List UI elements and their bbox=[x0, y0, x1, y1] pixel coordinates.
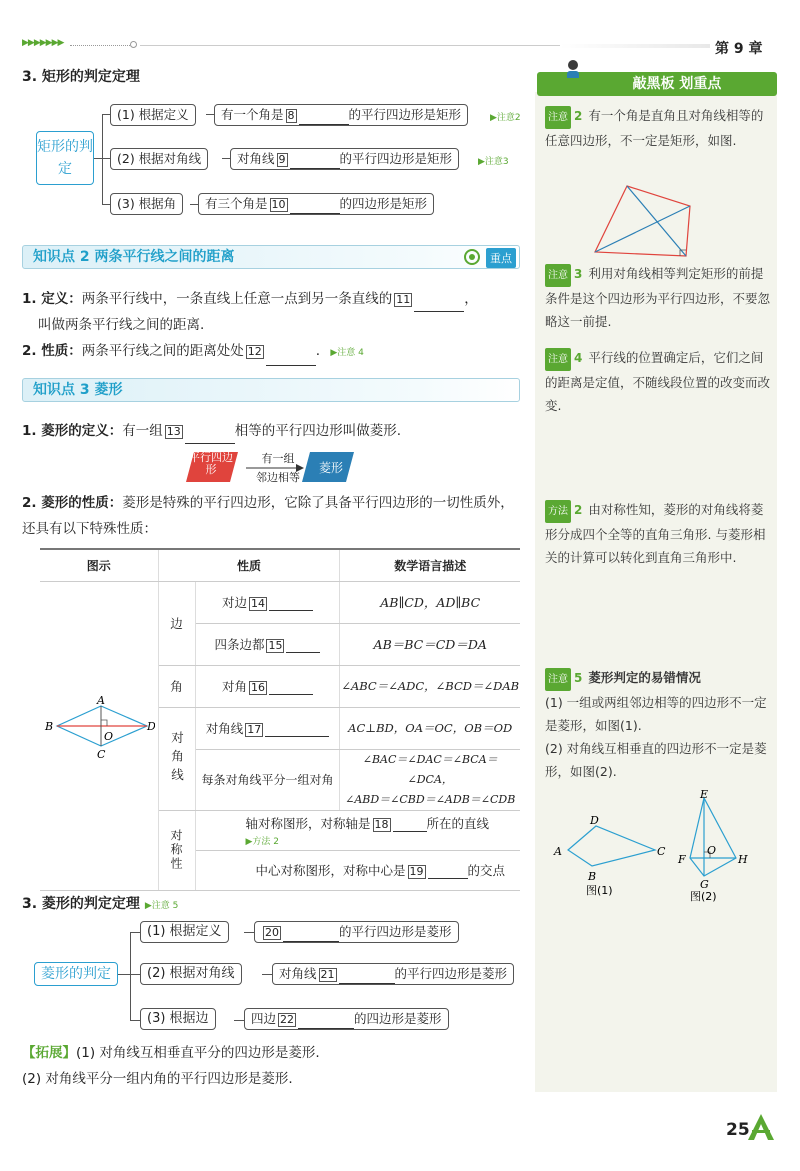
vertex-label: E bbox=[700, 788, 709, 801]
rect-judgement-root bbox=[36, 131, 94, 185]
note-tag: 注意 bbox=[545, 106, 571, 129]
note-number: 3 bbox=[574, 267, 583, 281]
rhombus-rule-2-label: (2) 根据对角线 bbox=[140, 963, 242, 985]
header-arrows: ▶▶▶▶▶▶▶ bbox=[22, 38, 64, 48]
vertex-label: G bbox=[700, 878, 709, 891]
rect-rule-3-content bbox=[198, 193, 434, 215]
flow-condition-bottom: 邻边相等 bbox=[256, 471, 300, 484]
answer-blank bbox=[393, 831, 427, 832]
connector bbox=[234, 1020, 244, 1021]
extension-line: (2) 对角线平分一组内角的平行四边形是菱形. bbox=[22, 1071, 293, 1087]
blank-number: 13 bbox=[166, 425, 181, 438]
rule-pre: 对角线 bbox=[279, 966, 317, 981]
connector bbox=[130, 1020, 140, 1021]
rect-rule-2-content bbox=[230, 148, 459, 170]
vertex-label: D bbox=[146, 720, 155, 733]
answer-blank bbox=[185, 443, 235, 444]
blank-number: 19 bbox=[409, 865, 424, 878]
vertex-label: C bbox=[657, 845, 666, 858]
property-cell: 每条对角线平分一组对角 bbox=[195, 749, 340, 810]
rule-post: 的平行四边形是矩形 bbox=[348, 107, 462, 122]
property-text: 两条平行线之间的距离处处 bbox=[81, 343, 244, 359]
property-cell bbox=[195, 707, 340, 749]
blank-number: 16 bbox=[250, 681, 265, 694]
blank-number: 22 bbox=[280, 1013, 295, 1026]
note-number: 2 bbox=[574, 109, 583, 123]
blank-number: 18 bbox=[374, 817, 389, 831]
extension-line: (1) 对角线互相垂直平分的四边形是菱形. bbox=[76, 1045, 320, 1061]
note-ref: ▶注意 5 bbox=[144, 901, 179, 911]
answer-blank bbox=[339, 983, 395, 984]
property-text: 对角 bbox=[221, 679, 247, 694]
blank-number: 14 bbox=[250, 597, 265, 610]
kp2-title: 知识点 2 两条平行线之间的距离 bbox=[33, 249, 235, 265]
blank-number: 11 bbox=[396, 293, 411, 306]
property-text-2: 所在的直线 bbox=[426, 815, 490, 831]
answer-blank bbox=[414, 311, 464, 312]
table-header: 性质 bbox=[158, 549, 340, 581]
symmetry-cell bbox=[195, 810, 520, 850]
vertex-label: H bbox=[738, 853, 748, 866]
rule-post: 的平行四边形是菱形 bbox=[394, 966, 508, 981]
math-line: ∠BAC＝∠DAC＝∠BCA＝∠DCA， bbox=[362, 752, 498, 786]
answer-blank bbox=[298, 1028, 354, 1029]
answer-blank bbox=[269, 694, 313, 695]
rule-pre: 对角线 bbox=[237, 151, 275, 166]
extension-tag: 【拓展】 bbox=[22, 1045, 76, 1061]
group-label: 对称性 bbox=[158, 810, 195, 890]
header-divider bbox=[70, 45, 130, 46]
figure-1-kite bbox=[550, 810, 675, 900]
blank-number: 9 bbox=[278, 153, 286, 166]
note-tag: 注意 bbox=[545, 348, 571, 371]
note-ref: ▶注意2 bbox=[490, 113, 521, 123]
property-cell bbox=[195, 665, 340, 707]
flow-condition-top: 有一组 bbox=[261, 452, 295, 465]
note-ref: ▶注意 4 bbox=[330, 348, 364, 358]
vertex-label: O bbox=[103, 730, 113, 743]
property-label: 2. 性质： bbox=[22, 343, 82, 359]
rect-rule-1-content bbox=[214, 104, 468, 126]
rhombus-definition bbox=[22, 418, 522, 444]
property-cell bbox=[195, 581, 340, 623]
blank-number: 17 bbox=[247, 723, 262, 736]
rule-post: 的四边形是菱形 bbox=[354, 1011, 442, 1026]
rule-post: 的平行四边形是菱形 bbox=[339, 924, 452, 939]
sidebar-heading-text: 敲黑板 划重点 bbox=[632, 76, 722, 92]
note-line: (1) 一组或两组邻边相等的四边形不一定是菱形，如图(1). bbox=[545, 695, 767, 733]
answer-blank bbox=[283, 941, 339, 942]
table-header: 图示 bbox=[40, 549, 158, 581]
kp3-header bbox=[22, 378, 520, 402]
rule-post: 的四边形是矩形 bbox=[339, 196, 428, 211]
publisher-logo-icon bbox=[746, 1112, 776, 1142]
answer-blank bbox=[269, 610, 313, 611]
math-cell: AC⊥BD，OA＝OC，OB＝OD bbox=[340, 707, 520, 749]
figure-caption: 图(2) bbox=[690, 890, 717, 903]
vertex-label: A bbox=[554, 845, 562, 858]
definition-text: 有一组 bbox=[122, 423, 163, 439]
rhombus-diagram bbox=[43, 694, 155, 774]
math-cell: ∠ABC＝∠ADC，∠BCD＝∠DAB bbox=[340, 665, 520, 707]
note-ref: ▶方法 2 bbox=[245, 836, 280, 847]
sidebar-note-4 bbox=[545, 346, 770, 417]
math-cell: AB∥CD，AD∥BC bbox=[340, 581, 520, 623]
blank-number: 12 bbox=[247, 345, 262, 358]
rule-pre: 有一个角是 bbox=[221, 107, 284, 122]
connector bbox=[94, 158, 102, 159]
blank-number: 21 bbox=[320, 968, 335, 981]
sidebar-method-2 bbox=[545, 498, 770, 569]
vertex-label: D bbox=[590, 814, 599, 827]
sidebar-note-5 bbox=[545, 666, 770, 783]
note-tag: 注意 bbox=[545, 264, 571, 287]
rhombus-judgement-root-label: 菱形的判定 bbox=[41, 966, 111, 982]
rect-judgement-root-label: 矩形的判定 bbox=[37, 139, 93, 177]
connector bbox=[130, 932, 140, 933]
property-text-2: 的交点 bbox=[467, 863, 506, 878]
property-text: 对角线 bbox=[205, 721, 244, 736]
connector bbox=[244, 932, 254, 933]
property-text: 对边 bbox=[221, 595, 247, 610]
note-number: 4 bbox=[574, 351, 583, 365]
property-period: . bbox=[315, 343, 321, 359]
kp2-property bbox=[22, 338, 522, 366]
rhombus-rule-2-content bbox=[272, 963, 514, 985]
kp2-definition bbox=[22, 286, 522, 338]
group-label: 角 bbox=[158, 665, 195, 707]
property-text: 中心对称图形，对称中心是 bbox=[255, 863, 406, 878]
property-label: 2. 菱形的性质： bbox=[22, 495, 123, 511]
connector bbox=[190, 204, 198, 205]
table-row bbox=[40, 581, 520, 623]
kp3-title: 知识点 3 菱形 bbox=[33, 382, 123, 398]
property-text: 轴对称图形，对称轴是 bbox=[245, 815, 371, 831]
note-number: 5 bbox=[574, 671, 583, 685]
header-dot bbox=[130, 41, 137, 48]
answer-blank bbox=[266, 365, 316, 366]
definition-label: 1. 定义： bbox=[22, 291, 82, 307]
property-text: 四条边都 bbox=[214, 637, 265, 652]
note-title: 菱形判定的易错情况 bbox=[588, 670, 701, 685]
extension-block bbox=[22, 1040, 522, 1092]
header-shade bbox=[560, 44, 710, 48]
rhombus-theorem-label: 3. 菱形的判定定理 bbox=[22, 896, 140, 912]
note-text: 平行线的位置确定后，它们之间的距离是定值，不随线段位置的改变而改变. bbox=[545, 350, 771, 413]
sidebar-note-3 bbox=[545, 262, 770, 333]
connector bbox=[118, 974, 130, 975]
rhombus-rule-3-content bbox=[244, 1008, 449, 1030]
rhombus-judgement-root bbox=[34, 962, 118, 986]
vertex-label: C bbox=[96, 748, 106, 761]
rule-pre: 有三个角是 bbox=[205, 196, 268, 211]
vertex-label: F bbox=[678, 853, 686, 866]
rhombus-properties-table bbox=[40, 548, 520, 891]
vertex-label: A bbox=[96, 694, 105, 707]
flow-rhombus: 菱形 bbox=[318, 461, 343, 475]
definition-comma: ， bbox=[464, 291, 478, 307]
connector bbox=[102, 158, 110, 159]
rect-theorem-title: 3. 矩形的判定定理 bbox=[22, 69, 140, 85]
vertex-label: O bbox=[707, 844, 717, 857]
blank-number: 10 bbox=[271, 198, 286, 211]
figure-2-quad bbox=[672, 788, 762, 903]
blank-number: 15 bbox=[268, 639, 283, 652]
definition-text: 两条平行线中，一条直线上任意一点到另一条直线的 bbox=[81, 291, 393, 307]
rect-rule-2-label: (2) 根据对角线 bbox=[110, 148, 208, 170]
connector bbox=[102, 114, 110, 115]
kp2-header bbox=[22, 245, 520, 269]
figure-caption: 图(1) bbox=[586, 884, 613, 897]
target-icon bbox=[464, 249, 480, 265]
connector bbox=[130, 974, 140, 975]
group-label: 边 bbox=[158, 581, 195, 665]
rect-rule-1-label: (1) 根据定义 bbox=[110, 104, 196, 126]
table-header: 数学语言描述 bbox=[340, 549, 520, 581]
note-text: 由对称性知，菱形的对角线将菱形分成四个全等的直角三角形. 与菱形相关的计算可以转化到直角三角形中. bbox=[545, 502, 766, 565]
rhombus-figure-cell bbox=[40, 581, 158, 890]
rect-rule-3-label: (3) 根据角 bbox=[110, 193, 183, 215]
rhombus-theorem-title bbox=[22, 893, 178, 913]
property-text: 菱形是特殊的平行四边形，它除了具备平行四边形的一切性质外，还具有以下特殊性质： bbox=[22, 495, 514, 537]
answer-blank bbox=[428, 878, 468, 879]
definition-text-2: 相等的平行四边形叫做菱形. bbox=[234, 423, 402, 439]
page-number: 25 bbox=[726, 1120, 750, 1140]
flow-parallelogram: 平行四边形 bbox=[189, 451, 233, 476]
rhombus-rule-1-label: (1) 根据定义 bbox=[140, 921, 229, 943]
note-ref: ▶注意3 bbox=[478, 157, 509, 167]
rhombus-rule-3-label: (3) 根据边 bbox=[140, 1008, 216, 1030]
symmetry-cell bbox=[195, 850, 520, 890]
rule-post: 的平行四边形是矩形 bbox=[339, 151, 453, 166]
connector bbox=[102, 114, 103, 204]
blank-number: 8 bbox=[287, 109, 295, 122]
vertex-label: B bbox=[44, 720, 53, 733]
group-label: 对角线 bbox=[158, 707, 195, 810]
math-cell: AB＝BC＝CD＝DA bbox=[340, 623, 520, 665]
rule-pre: 四边 bbox=[251, 1011, 277, 1026]
note-number: 2 bbox=[574, 503, 583, 517]
connector bbox=[130, 932, 131, 1020]
connector bbox=[222, 158, 230, 159]
answer-blank bbox=[286, 652, 320, 653]
definition-text-2: 叫做两条平行线之间的距离. bbox=[38, 317, 205, 333]
key-badge: 重点 bbox=[486, 248, 516, 268]
note-line: (2) 对角线互相垂直的四边形不一定是菱形，如图(2). bbox=[545, 741, 767, 779]
note-tag: 方法 bbox=[545, 500, 571, 523]
blank-number: 20 bbox=[265, 926, 279, 939]
table-header-row bbox=[40, 549, 520, 581]
answer-blank bbox=[265, 736, 329, 737]
definition-label: 1. 菱形的定义： bbox=[22, 423, 123, 439]
connector bbox=[262, 974, 272, 975]
math-cell bbox=[340, 749, 520, 810]
property-cell bbox=[195, 623, 340, 665]
teacher-figure-icon bbox=[560, 58, 586, 90]
answer-blank bbox=[290, 168, 340, 169]
connector bbox=[206, 114, 214, 115]
chapter-title: 第 9 章 bbox=[715, 41, 763, 57]
note-tag: 注意 bbox=[545, 668, 571, 691]
vertex-label: B bbox=[588, 870, 597, 883]
answer-blank bbox=[290, 213, 340, 214]
note-text: 利用对角线相等判定矩形的前提条件是这个四边形为平行四边形，不要忽略这一前提. bbox=[545, 266, 771, 329]
sidebar-note-2 bbox=[545, 104, 770, 152]
answer-blank bbox=[299, 124, 349, 125]
rhombus-properties-intro bbox=[22, 490, 522, 542]
quadrilateral-diagram bbox=[590, 178, 700, 258]
connector bbox=[102, 204, 110, 205]
math-line: ∠ABD＝∠CBD＝∠ADB＝∠CDB bbox=[345, 792, 516, 806]
note-text: 有一个角是直角且对角线相等的任意四边形，不一定是矩形，如图. bbox=[545, 108, 764, 148]
rhombus-rule-1-content bbox=[254, 921, 459, 943]
